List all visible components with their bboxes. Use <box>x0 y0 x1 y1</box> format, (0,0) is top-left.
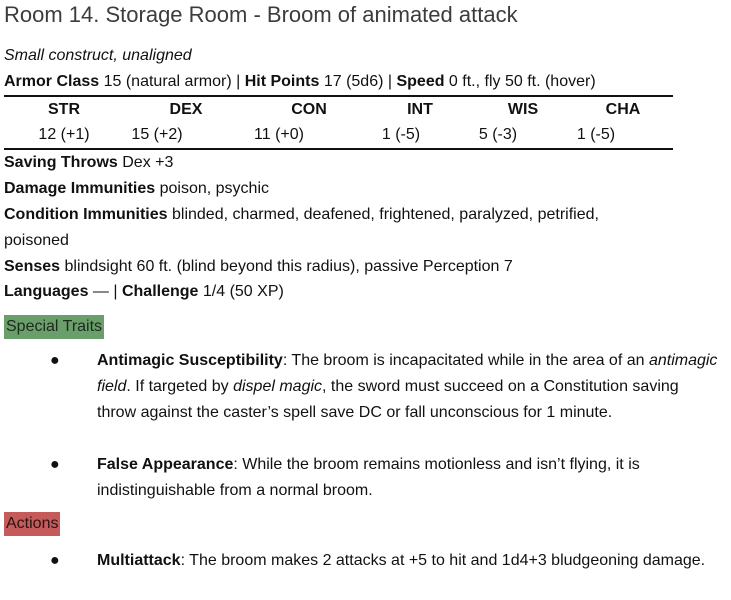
core-stats-line <box>4 70 596 94</box>
damage-immunities-line <box>4 177 269 201</box>
trait-spell-ref: antimagic field <box>97 352 718 395</box>
ability-value-str: 12 (+1) <box>38 126 90 143</box>
armor-class-value: 15 (natural armor) | <box>99 73 245 90</box>
speed-value: 0 ft., fly 50 ft. (hover) <box>444 73 596 90</box>
ability-header-int: INT <box>407 101 433 118</box>
challenge-label: Challenge <box>121 283 199 300</box>
ability-header-cha: CHA <box>605 101 641 118</box>
ability-value-wis: 5 (-3) <box>478 126 518 143</box>
trait-text: . If targeted by <box>126 378 234 395</box>
action-text: : The broom makes 2 attacks at +5 to hit and 1d4+3 bludgeoning damage. <box>180 552 706 569</box>
saving-throws-label: Saving Throws <box>4 154 118 171</box>
condition-immunities-line <box>4 203 599 227</box>
saving-throws-line <box>4 151 173 175</box>
saving-throws-value: Dex +3 <box>117 154 174 171</box>
hit-points-label: Hit Points <box>244 73 320 90</box>
armor-class-label: Armor Class <box>4 73 100 90</box>
creature-type: Small construct, unaligned <box>4 47 192 64</box>
trait-false-appearance <box>97 452 722 504</box>
trait-text: , the sword must succeed on a Constitution saving throw against the caster’s spell save DC or fall unconscious for 1 minute. <box>97 378 679 421</box>
ability-value-cha: 1 (-5) <box>576 126 616 143</box>
ability-value-dex: 15 (+2) <box>131 126 183 143</box>
challenge-value: 1/4 (50 XP) <box>198 283 284 300</box>
bullet-icon: ● <box>50 456 60 473</box>
ability-value-int: 1 (-5) <box>381 126 421 143</box>
condition-immunities-continued: poisoned <box>4 232 69 249</box>
senses-value: blindsight 60 ft. (blind beyond this radius), passive Perception 7 <box>60 258 513 275</box>
bullet-icon: ● <box>50 552 60 569</box>
trait-name: False Appearance <box>97 456 234 473</box>
bullet-icon: ● <box>50 352 60 369</box>
ability-header-str: STR <box>48 101 80 118</box>
trait-text: : While the broom remains motionless and isn’t flying, it is indistinguishable from a normal broom. <box>97 456 640 499</box>
ability-value-con: 11 (+0) <box>254 126 304 143</box>
action-name: Multiattack <box>97 552 181 569</box>
actions-heading: Actions <box>4 512 60 536</box>
damage-immunities-value: poison, psychic <box>155 180 269 197</box>
condition-immunities-label: Condition Immunities <box>4 206 168 223</box>
hit-points-value: 17 (5d6) | <box>319 73 397 90</box>
speed-label: Speed <box>396 73 445 90</box>
special-traits-heading: Special Traits <box>4 315 104 339</box>
trait-antimagic-susceptibility <box>97 348 722 426</box>
trait-name: Antimagic Susceptibility <box>97 352 283 369</box>
ability-header-dex: DEX <box>169 101 203 118</box>
trait-text: : The broom is incapacitated while in the area of an <box>282 352 649 369</box>
action-multiattack <box>97 548 722 574</box>
languages-value: — | <box>88 283 122 300</box>
ability-bottom-rule <box>4 148 673 150</box>
ability-header-wis: WIS <box>507 101 539 118</box>
ability-top-rule <box>4 95 673 97</box>
ability-header-con: CON <box>291 101 327 118</box>
page-title: Room 14. Storage Room - Broom of animated attack <box>4 2 518 27</box>
languages-label: Languages <box>4 283 89 300</box>
condition-immunities-value: blinded, charmed, deafened, frightened, paralyzed, petrified, <box>167 206 599 223</box>
senses-label: Senses <box>4 258 61 275</box>
senses-line <box>4 255 513 279</box>
languages-challenge-line <box>4 280 284 304</box>
trait-spell-ref: dispel magic <box>233 378 323 395</box>
damage-immunities-label: Damage Immunities <box>4 180 156 197</box>
